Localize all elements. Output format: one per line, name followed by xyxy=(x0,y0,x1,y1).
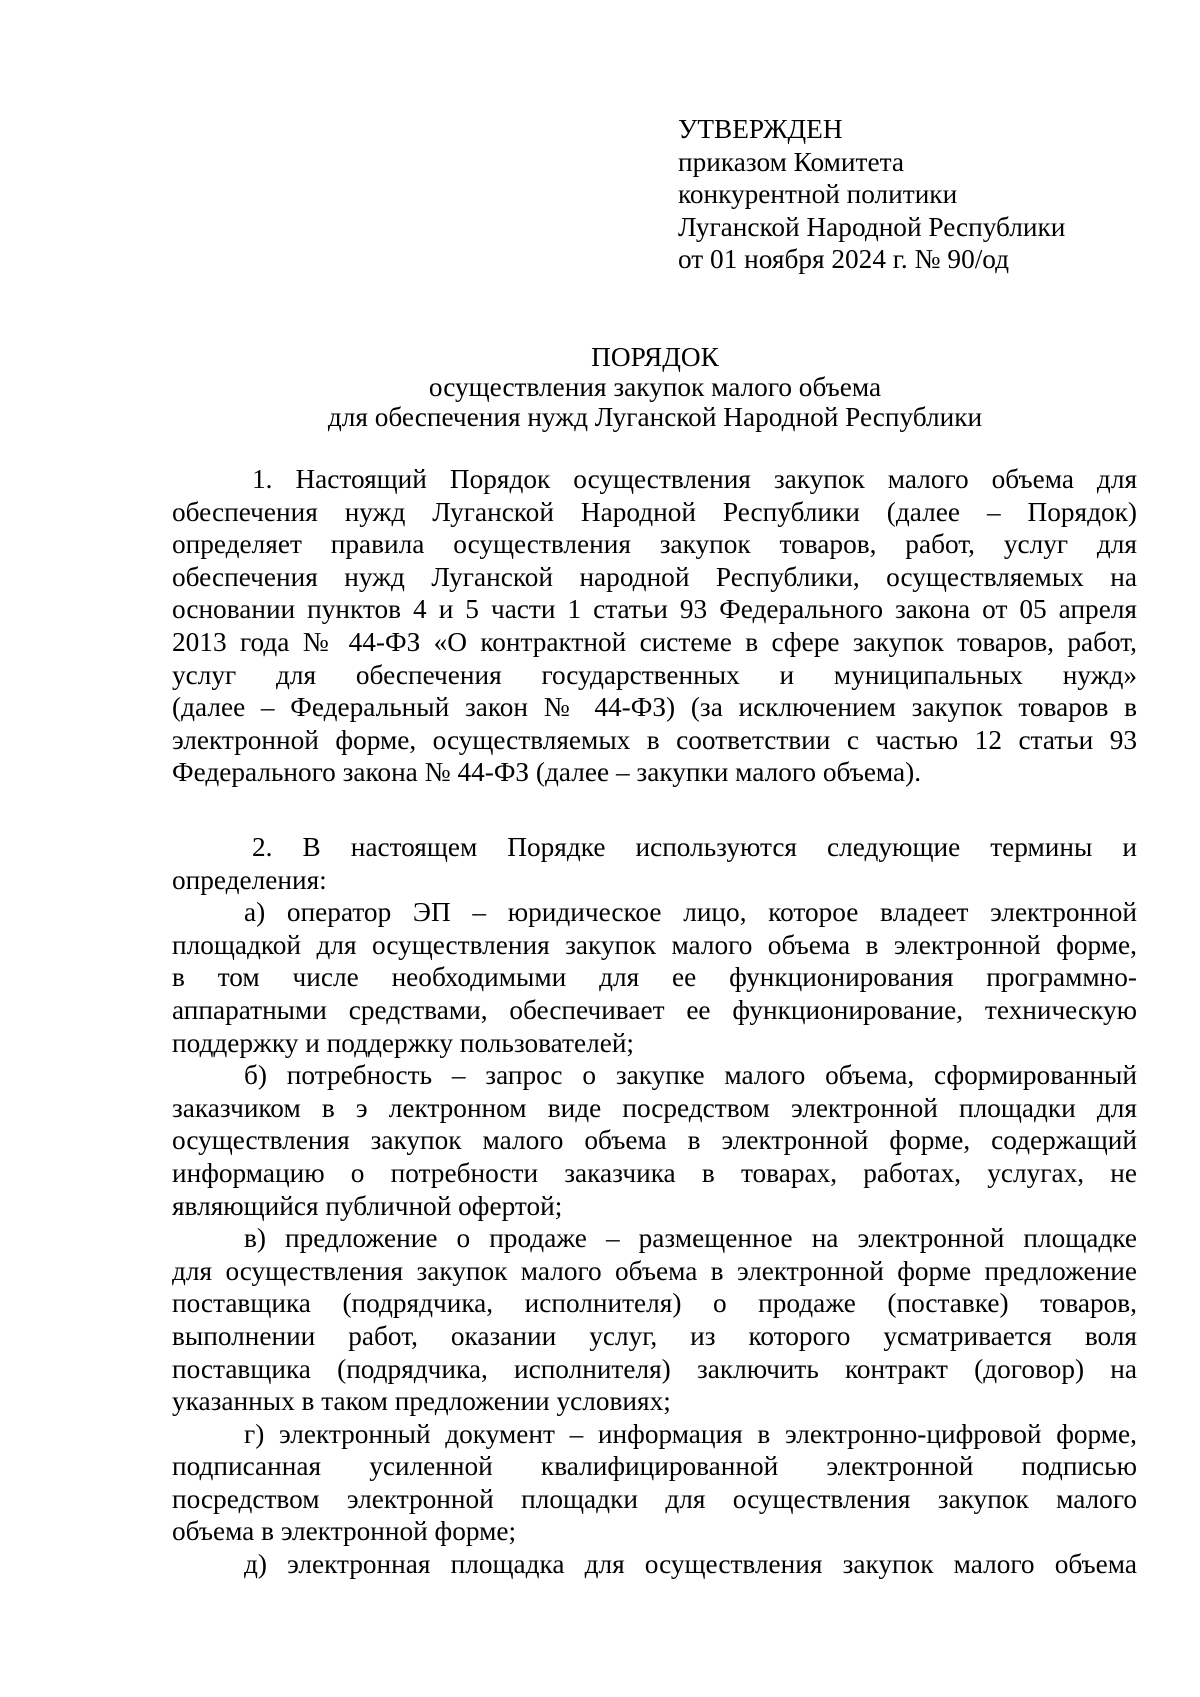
text-line: (далее – Федеральный закон № 44-ФЗ) (за исключением закупок товаров в xyxy=(172,692,1137,723)
definition-b-line: б) потребность – запрос о закупке малого объема, сформированный xyxy=(244,1060,1137,1091)
approval-line-order: приказом Комитета xyxy=(678,146,904,177)
text-line: определяет правила осуществления закупок товаров, работ, услуг для xyxy=(172,529,1137,560)
document-subtitle-2: для обеспечения нужд Луганской Народной Республики xyxy=(327,402,983,432)
text-line: выполнении работ, оказании услуг, из которого усматривается воля xyxy=(172,1320,1137,1351)
text-line: 2. В настоящем Порядке используются следующие термины и xyxy=(252,832,1137,862)
text-line: обеспечения нужд Луганской Народной Республики (далее – Порядок) xyxy=(172,496,1137,527)
definition-d-line: г) электронный документ – информация в электронно-цифровой форме, xyxy=(244,1418,1137,1449)
text-line: подписанная усиленной квалифицированной электронной подписью xyxy=(172,1451,1137,1482)
text-line: в том числе необходимыми для ее функционирования программно- xyxy=(172,962,1137,993)
definition-c-line: в) предложение о продаже – размещенное на электронной площадке xyxy=(244,1223,1137,1254)
text-line: объема в электронной форме; xyxy=(172,1516,517,1547)
text-line: обеспечения нужд Луганской народной Республики, осуществляемых на xyxy=(172,561,1137,592)
text-line: осуществления закупок малого объема в электронной форме, содержащий xyxy=(172,1125,1137,1156)
text-line: площадкой для осуществления закупок малого объема в электронной форме, xyxy=(172,929,1137,960)
text-line: электронной форме, осуществляемых в соответствии с частью 12 статьи 93 xyxy=(172,724,1137,755)
text-line: для осуществления закупок малого объема в электронной форме предложение xyxy=(172,1255,1137,1286)
text-line: аппаратными средствами, обеспечивает ее функционирование, техническую xyxy=(172,994,1137,1025)
document-title: ПОРЯДОК xyxy=(591,342,719,372)
approval-line-republic: Луганской Народной Республики xyxy=(678,211,1066,242)
paragraph-1 xyxy=(172,463,1137,789)
text-line: поддержку и поддержку пользователей; xyxy=(172,1027,635,1058)
text-line: посредством электронной площадки для осуществления закупок малого xyxy=(172,1483,1137,1514)
definition-e-line: д) электронная площадка для осуществления закупок малого объема xyxy=(244,1549,1137,1580)
text-line: информацию о потребности заказчика в товарах, работах, услугах, не xyxy=(172,1157,1137,1188)
document-title-block xyxy=(170,342,1140,432)
document-subtitle-1: осуществления закупок малого объема xyxy=(428,372,882,402)
text-line: поставщика (подрядчика, исполнителя) заключить контракт (договор) на xyxy=(172,1353,1137,1384)
text-line: указанных в таком предложении условиях; xyxy=(172,1386,671,1417)
approval-line-committee: конкурентной политики xyxy=(678,179,958,209)
text-line: определения: xyxy=(172,864,327,895)
text-line: 2013 года № 44-ФЗ «О контрактной системе в сфере закупок товаров, работ, xyxy=(172,626,1137,657)
text-line: являющийся публичной офертой; xyxy=(172,1190,563,1221)
text-line: заказчиком в э лектронном виде посредством электронной площадки для xyxy=(172,1092,1137,1123)
text-line: услуг для обеспечения государственных и муниципальных нужд» xyxy=(172,659,1137,690)
definition-a-line: а) оператор ЭП – юридическое лицо, которое владеет электронной xyxy=(244,897,1137,928)
approval-heading: УТВЕРЖДЕН xyxy=(678,114,843,144)
paragraph-2 xyxy=(172,831,1137,1581)
approval-stamp-block xyxy=(678,113,1065,276)
approval-line-date: от 01 ноября 2024 г. № 90/од xyxy=(678,244,1010,274)
text-line: Федерального закона № 44-ФЗ (далее – закупки малого объема). xyxy=(172,757,922,788)
text-line: основании пунктов 4 и 5 части 1 статьи 93 Федерального закона от 05 апреля xyxy=(172,594,1137,625)
text-line: поставщика (подрядчика, исполнителя) о продаже (поставке) товаров, xyxy=(172,1288,1137,1319)
text-line: 1. Настоящий Порядок осуществления закупок малого объема для xyxy=(252,464,1137,494)
